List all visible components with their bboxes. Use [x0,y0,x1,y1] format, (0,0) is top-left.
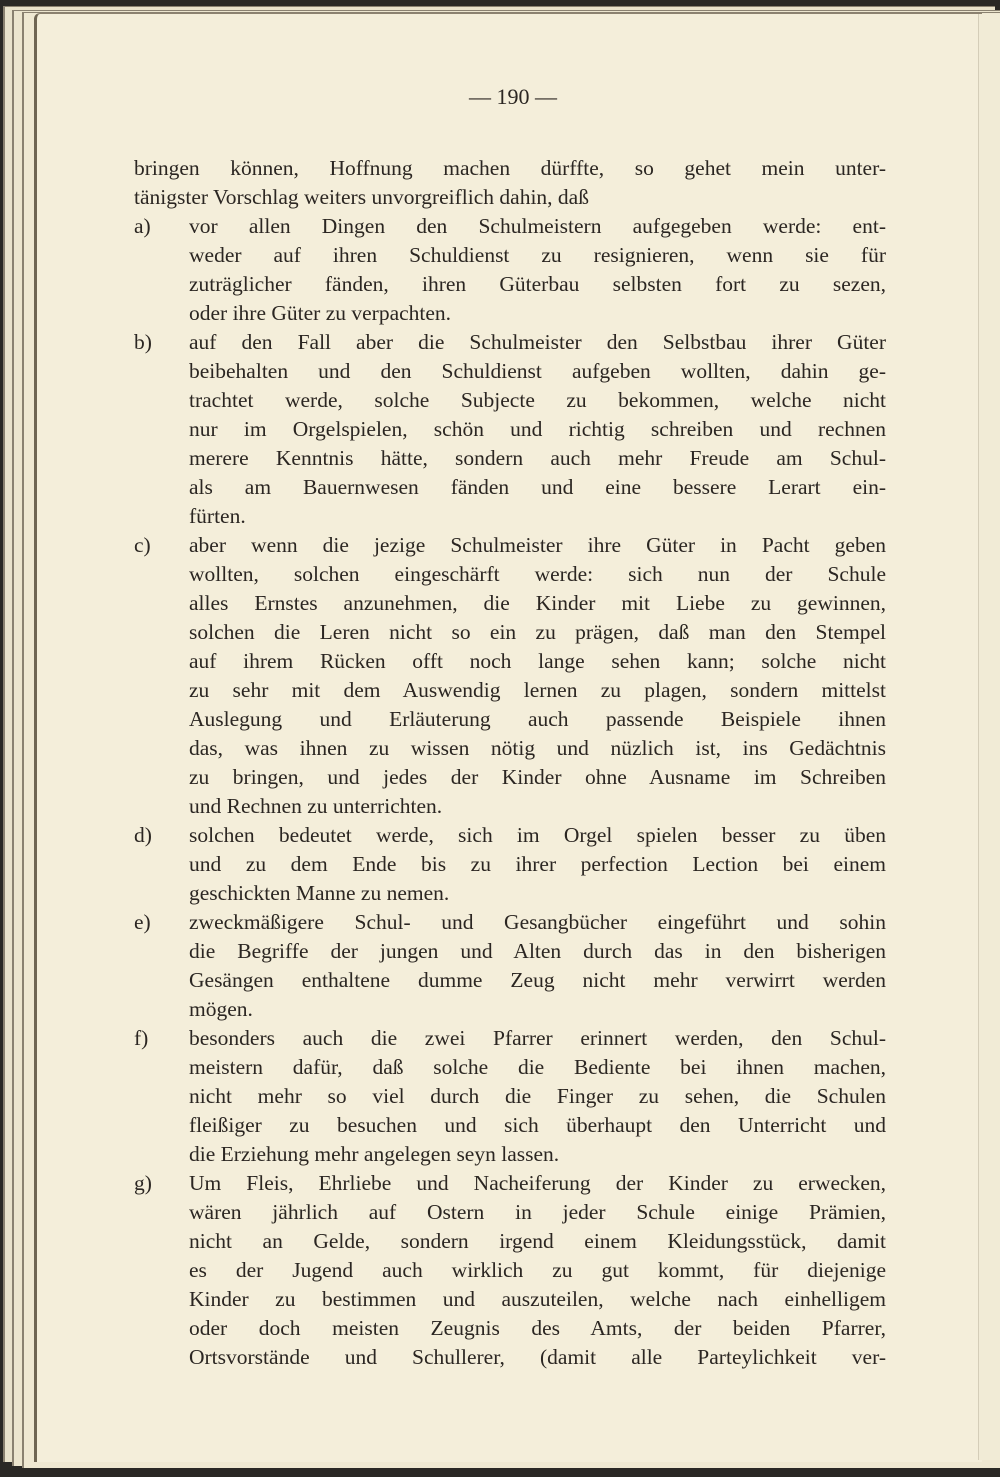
text-line: Auslegung und Erläuterung auch passende Beispiele ihnen [189,707,886,731]
text-line: oder doch meisten Zeugnis des Amts, der beiden Pfarrer, [189,1316,886,1340]
list-item [134,1024,886,1169]
text-line: weder auf ihren Schuldienst zu resignieren, wenn sie für [189,243,886,267]
text-line: die Begriffe der jungen und Alten durch das in den bisherigen [189,939,886,963]
list-item-label: e) [134,910,151,934]
text-line: zuträglicher fänden, ihren Güterbau selbsten fort zu sezen, [189,272,886,296]
text-line: besonders auch die zwei Pfarrer erinnert werden, den Schul- [189,1026,886,1050]
text-line: die Erziehung mehr angelegen seyn lassen. [189,1142,560,1166]
text-line: das, was ihnen zu wissen nötig und nüzlich ist, ins Gedächtnis [189,736,886,760]
text-line: zu bringen, und jedes der Kinder ohne Ausname im Schreiben [189,765,886,789]
text-line: beibehalten und den Schuldienst aufgeben wollten, dahin ge- [189,359,886,383]
text-line: nur im Orgelspielen, schön und richtig schreiben und rechnen [189,417,886,441]
list-item-label: c) [134,533,151,557]
text-line: tänigster Vorschlag weiters unvorgreiflich dahin, daß [134,185,589,209]
text-line: bringen können, Hoffnung machen dürffte, so gehet mein unter- [134,156,886,180]
list-item [134,821,886,908]
text-line: Um Fleis, Ehrliebe und Nacheiferung der Kinder zu erwecken, [189,1171,886,1195]
text-line: mögen. [189,997,253,1021]
text-line: auf den Fall aber die Schulmeister den Selbstbau ihrer Güter [189,330,886,354]
text-line: solchen die Leren nicht so ein zu prägen, daß man den Stempel [189,620,886,644]
text-line: vor allen Dingen den Schulmeistern aufgegeben werde: ent- [189,214,886,238]
text-line: als am Bauernwesen fänden und eine bessere Lerart ein- [189,475,886,499]
text-line: und zu dem Ende bis zu ihrer perfection Lection bei einem [189,852,886,876]
text-line: wollten, solchen eingeschärft werde: sich nun der Schule [189,562,886,586]
list-item [134,212,886,328]
text-line: Ortsvorstände und Schullerer, (damit alle Parteylichkeit ver- [189,1345,886,1369]
text-line: trachtet werde, solche Subjecte zu bekommen, welche nicht [189,388,886,412]
text-line: meistern dafür, daß solche die Bediente bei ihnen machen, [189,1055,886,1079]
text-line: nicht mehr so viel durch die Finger zu sehen, die Schulen [189,1084,886,1108]
intro-paragraph [134,154,886,212]
text-line: solchen bedeutet werde, sich im Orgel spielen besser zu üben [189,823,886,847]
text-line: fleißiger zu besuchen und sich überhaupt den Unterricht und [189,1113,886,1137]
text-line: es der Jugend auch wirklich zu gut kommt, für diejenige [189,1258,886,1282]
text-line: zweckmäßigere Schul- und Gesangbücher eingeführt und sohin [189,910,886,934]
list-item [134,531,886,821]
enumerated-list [134,212,886,1372]
text-line: aber wenn die jezige Schulmeister ihre Güter in Pacht geben [189,533,886,557]
text-line: fürten. [189,504,246,528]
list-item-label: b) [134,330,152,354]
text-line: oder ihre Güter zu verpachten. [189,301,452,325]
list-item [134,328,886,531]
list-item-label: g) [134,1171,152,1195]
page-number: — 190 — [469,84,557,109]
text-line: zu sehr mit dem Auswendig lernen zu plagen, sondern mittelst [189,678,886,702]
text-line: merere Kenntnis hätte, sondern auch mehr Freude am Schul- [189,446,886,470]
text-line: auf ihrem Rücken offt noch lange sehen kann; solche nicht [189,649,886,673]
text-line: nicht an Gelde, sondern irgend einem Kleidungsstück, damit [189,1229,886,1253]
list-item-label: f) [134,1026,149,1050]
page-right-edge [978,14,1000,1460]
page-text [134,84,886,1372]
text-line: geschickten Manne zu nemen. [189,881,450,905]
list-item [134,1169,886,1372]
text-line: alles Ernstes anzunehmen, die Kinder mit Liebe zu gewinnen, [189,591,886,615]
list-item-label: a) [134,214,151,238]
text-line: Gesängen enthaltene dumme Zeug nicht mehr verwirrt werden [189,968,886,992]
text-line: und Rechnen zu unterrichten. [189,794,443,818]
list-item-label: d) [134,823,152,847]
text-line: Kinder zu bestimmen und auszuteilen, welche nach einhelligem [189,1287,886,1311]
text-line: wären jährlich auf Ostern in jeder Schule einige Prämien, [189,1200,886,1224]
list-item [134,908,886,1024]
